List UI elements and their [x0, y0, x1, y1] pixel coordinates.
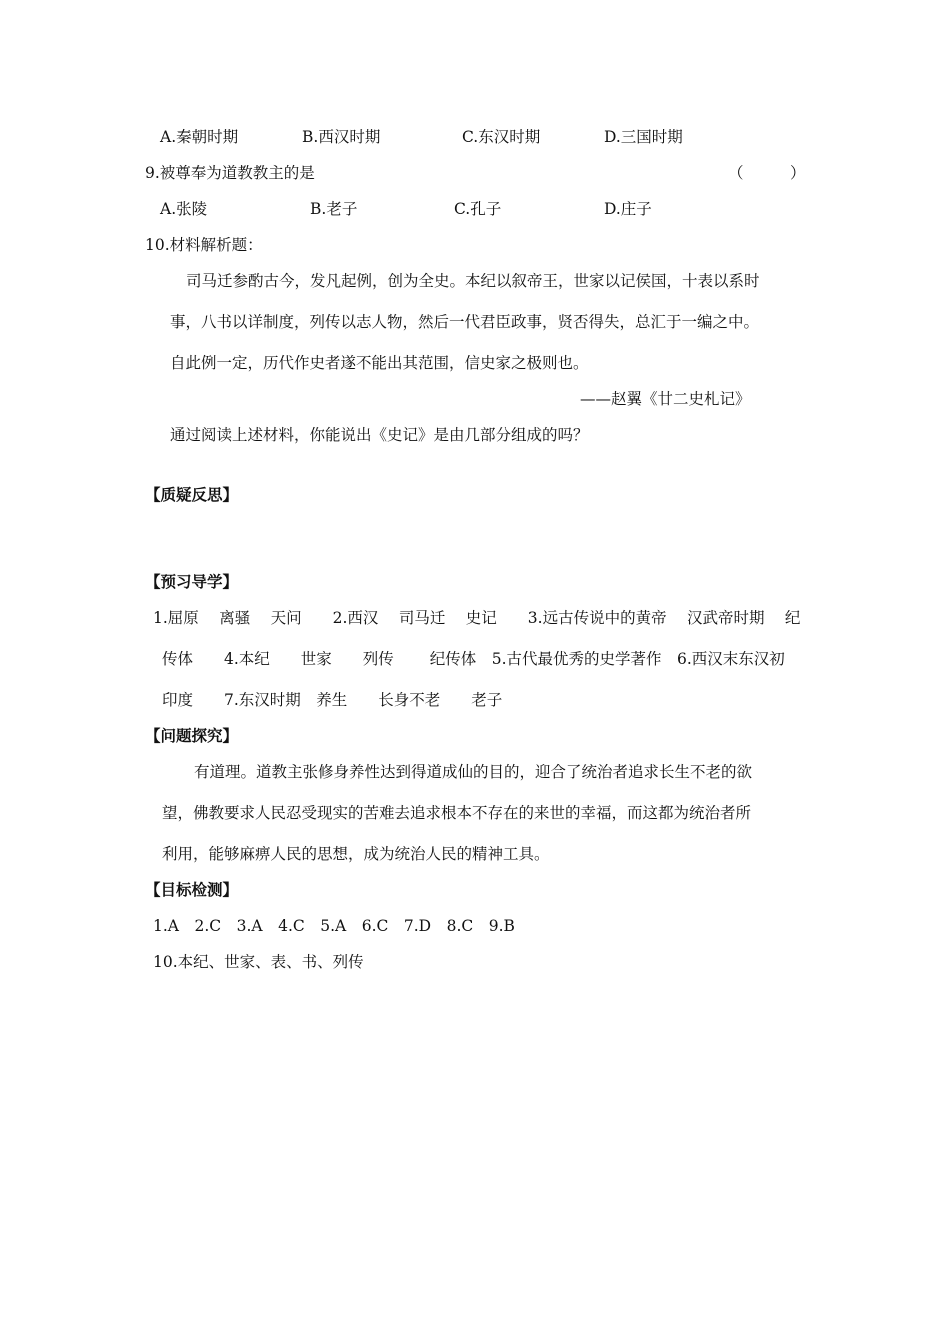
preview-line: 1.屈原 离骚 天问 2.西汉 司马迁 史记 3.远古传说中的黄帝 汉武帝时期 纪	[153, 609, 801, 627]
preview-line: 传体 4.本纪 世家 列传 纪传体 5.古代最优秀的史学著作 6.西汉末东汉初	[162, 650, 785, 668]
material-line: 自此例一定，历代作史者遂不能出其范围，信史家之极则也。	[170, 354, 589, 372]
preview-line: 印度 7.东汉时期 养生 长身不老 老子	[162, 691, 503, 709]
target-answer-10: 10.本纪、世家、表、书、列传	[153, 953, 364, 971]
q8-option-b: B.西汉时期	[302, 128, 381, 146]
inquiry-header: 【问题探究】	[145, 726, 239, 745]
q10-question: 通过阅读上述材料，你能说出《史记》是由几部分组成的吗？	[170, 426, 589, 444]
q9-answer-bracket: （ ）	[728, 164, 806, 182]
q8-option-d: D.三国时期	[604, 128, 683, 146]
inquiry-line: 利用，能够麻痹人民的思想，成为统治人民的精神工具。	[162, 845, 550, 863]
q9-option-d: D.庄子	[604, 200, 652, 218]
q10-title: 10.材料解析题：	[145, 236, 263, 254]
material-line: 司马迁参酌古今，发凡起例，创为全史。本纪以叙帝王，世家以记侯国，十表以系时	[186, 272, 760, 290]
inquiry-line: 有道理。道教主张修身养性达到得道成仙的目的，迎合了统治者追求长生不老的欲	[194, 763, 753, 781]
q9-question: 9.被尊奉为道教教主的是	[145, 164, 315, 182]
q9-option-b: B.老子	[310, 200, 358, 218]
target-answers: 1.A 2.C 3.A 4.C 5.A 6.C 7.D 8.C 9.B	[153, 917, 515, 935]
q8-option-a: A.秦朝时期	[160, 128, 239, 146]
material-line: 事，八书以详制度，列传以志人物，然后一代君臣政事，贤否得失，总汇于一编之中。	[170, 313, 760, 331]
q9-option-a: A.张陵	[160, 200, 208, 218]
reflection-header: 【质疑反思】	[145, 485, 239, 504]
inquiry-line: 望，佛教要求人民忍受现实的苦难去追求根本不存在的来世的幸福，而这都为统治者所	[162, 804, 752, 822]
target-header: 【目标检测】	[145, 880, 239, 899]
material-source: ——赵翼《廿二史札记》	[580, 390, 751, 408]
q8-option-c: C.东汉时期	[462, 128, 541, 146]
preview-header: 【预习导学】	[145, 572, 239, 591]
q9-option-c: C.孔子	[454, 200, 502, 218]
